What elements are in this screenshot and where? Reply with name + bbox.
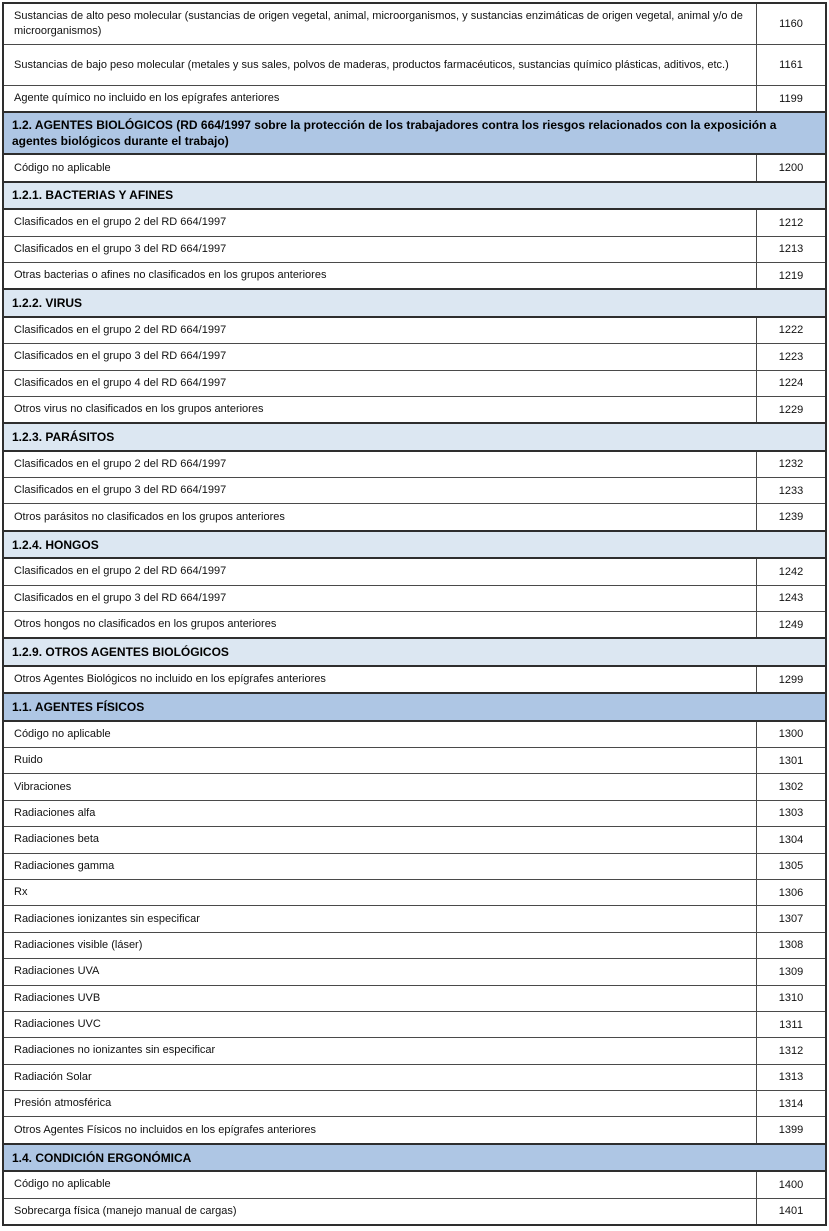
description-cell: Radiaciones UVC (14, 1018, 101, 1031)
description-cell: Sobrecarga física (manejo manual de cargas) (14, 1204, 237, 1217)
code-cell: 1223 (756, 344, 825, 369)
table-row (4, 4, 825, 44)
code-cell: 1224 (756, 371, 825, 396)
code-cell: 1300 (756, 722, 825, 747)
table-row (4, 773, 825, 799)
description-cell: Rx (14, 886, 28, 899)
table-row (4, 477, 825, 503)
code-cell: 1310 (756, 986, 825, 1011)
code-cell: 1243 (756, 586, 825, 611)
description-cell: Radiaciones UVB (14, 991, 101, 1004)
code-cell: 1219 (756, 263, 825, 288)
table-row (4, 208, 825, 235)
section-header-row (4, 1143, 825, 1170)
code-cell: 1400 (756, 1172, 825, 1197)
description-cell: Clasificados en el grupo 2 del RD 664/1997 (14, 216, 227, 229)
section-header-row (4, 530, 825, 557)
description-cell: Radiaciones no ionizantes sin especificar (14, 1044, 216, 1057)
code-cell: 1308 (756, 933, 825, 958)
table-row (4, 747, 825, 773)
code-cell: 1305 (756, 854, 825, 879)
description-cell: Código no aplicable (14, 161, 111, 174)
description-cell: Código no aplicable (14, 727, 111, 740)
code-cell: 1306 (756, 880, 825, 905)
description-cell: Clasificados en el grupo 2 del RD 664/1997 (14, 565, 227, 578)
code-cell: 1304 (756, 827, 825, 852)
section-title: 1.2.1. BACTERIAS Y AFINES (12, 188, 174, 203)
code-cell: 1309 (756, 959, 825, 984)
description-cell: Sustancias de bajo peso molecular (metales y sus sales, polvos de maderas, productos farmacéuticos, sustancias químico plásticas, aditivos, etc.) (14, 58, 729, 71)
table-row (4, 396, 825, 422)
table-row (4, 1090, 825, 1116)
code-cell: 1160 (756, 4, 825, 44)
table-row (4, 343, 825, 369)
table-row (4, 450, 825, 477)
section-header-row (4, 692, 825, 719)
table-row (4, 44, 825, 85)
description-cell: Clasificados en el grupo 3 del RD 664/1997 (14, 242, 227, 255)
description-cell: Otros Agentes Biológicos no incluido en los epígrafes anteriores (14, 673, 326, 685)
section-title: 1.2.2. VIRUS (12, 296, 83, 311)
description-cell: Clasificados en el grupo 3 del RD 664/1997 (14, 591, 227, 604)
code-cell: 1242 (756, 559, 825, 584)
table-row (4, 665, 825, 692)
table-row (4, 1037, 825, 1063)
description-cell: Vibraciones (14, 780, 72, 793)
description-cell: Radiaciones alfa (14, 806, 96, 819)
description-cell: Otros Agentes Físicos no incluidos en los epígrafes anteriores (14, 1123, 317, 1136)
code-table (2, 2, 827, 1226)
code-cell: 1161 (756, 45, 825, 85)
code-cell: 1312 (756, 1038, 825, 1063)
table-row (4, 932, 825, 958)
description-cell: Ruido (14, 754, 43, 767)
description-cell: Sustancias de alto peso molecular (sustancias de origen vegetal, animal, microorganismos, y sustancias enzimáticas de origen vegetal, animal y/o de microorganismos) (14, 10, 743, 37)
table-row (4, 985, 825, 1011)
code-cell: 1307 (756, 906, 825, 931)
table-row (4, 826, 825, 852)
description-cell: Otros parásitos no clasificados en los grupos anteriores (14, 510, 285, 523)
section-title: 1.1. AGENTES FÍSICOS (12, 699, 145, 714)
code-cell: 1233 (756, 478, 825, 503)
section-header-row (4, 637, 825, 664)
code-cell: 1314 (756, 1091, 825, 1116)
table-row (4, 879, 825, 905)
code-cell: 1401 (756, 1199, 825, 1224)
code-cell: 1313 (756, 1065, 825, 1090)
table-row (4, 236, 825, 262)
section-header-row (4, 288, 825, 315)
description-cell: Radiación Solar (14, 1070, 92, 1083)
code-cell: 1311 (756, 1012, 825, 1037)
code-cell: 1301 (756, 748, 825, 773)
description-cell: Clasificados en el grupo 3 del RD 664/1997 (14, 484, 227, 497)
description-cell: Otros virus no clasificados en los grupos anteriores (14, 403, 264, 416)
code-cell: 1222 (756, 318, 825, 343)
code-cell: 1232 (756, 452, 825, 477)
description-cell: Código no aplicable (14, 1178, 111, 1191)
code-cell: 1212 (756, 210, 825, 235)
table-row (4, 1064, 825, 1090)
code-cell: 1249 (756, 612, 825, 637)
table-row (4, 316, 825, 343)
table-row (4, 1116, 825, 1142)
code-cell: 1213 (756, 237, 825, 262)
table-row (4, 585, 825, 611)
description-cell: Radiaciones UVA (14, 965, 100, 978)
table-row (4, 1198, 825, 1224)
code-cell: 1399 (756, 1117, 825, 1142)
code-cell: 1299 (756, 667, 825, 692)
code-cell: 1302 (756, 774, 825, 799)
table-row (4, 853, 825, 879)
code-cell: 1303 (756, 801, 825, 826)
code-cell: 1239 (756, 504, 825, 529)
table-row (4, 153, 825, 180)
section-title: 1.2.4. HONGOS (12, 537, 99, 552)
table-row (4, 611, 825, 637)
section-header-row (4, 181, 825, 208)
description-cell: Otras bacterias o afines no clasificados en los grupos anteriores (14, 269, 327, 282)
section-header-row (4, 111, 825, 153)
section-title: 1.2.9. OTROS AGENTES BIOLÓGICOS (12, 645, 229, 660)
section-title: 1.2. AGENTES BIOLÓGICOS (RD 664/1997 sobre la protección de los trabajadores contra los riesgos relacionados con la exposición a agentes biológicos durante el trabajo) (12, 118, 777, 149)
section-header-row (4, 422, 825, 449)
table-row (4, 1170, 825, 1197)
description-cell: Radiaciones beta (14, 833, 100, 846)
table-row (4, 370, 825, 396)
description-cell: Radiaciones ionizantes sin especificar (14, 912, 200, 925)
code-cell: 1200 (756, 155, 825, 180)
table-row (4, 958, 825, 984)
description-cell: Presión atmosférica (14, 1097, 112, 1110)
section-title: 1.4. CONDICIÓN ERGONÓMICA (12, 1150, 192, 1165)
table-row (4, 905, 825, 931)
table-row (4, 720, 825, 747)
description-cell: Clasificados en el grupo 2 del RD 664/1997 (14, 323, 227, 336)
table-row (4, 85, 825, 111)
description-cell: Radiaciones visible (láser) (14, 938, 143, 951)
description-cell: Clasificados en el grupo 4 del RD 664/1997 (14, 376, 227, 389)
description-cell: Clasificados en el grupo 3 del RD 664/1997 (14, 350, 227, 363)
table-row (4, 1011, 825, 1037)
description-cell: Otros hongos no clasificados en los grupos anteriores (14, 618, 277, 631)
description-cell: Clasificados en el grupo 2 del RD 664/1997 (14, 457, 227, 470)
description-cell: Radiaciones gamma (14, 859, 115, 872)
table-row (4, 557, 825, 584)
section-title: 1.2.3. PARÁSITOS (12, 429, 115, 444)
table-row (4, 800, 825, 826)
code-cell: 1199 (756, 86, 825, 111)
table-row (4, 262, 825, 288)
table-row (4, 503, 825, 529)
code-cell: 1229 (756, 397, 825, 422)
description-cell: Agente químico no incluido en los epígrafes anteriores (14, 92, 280, 105)
